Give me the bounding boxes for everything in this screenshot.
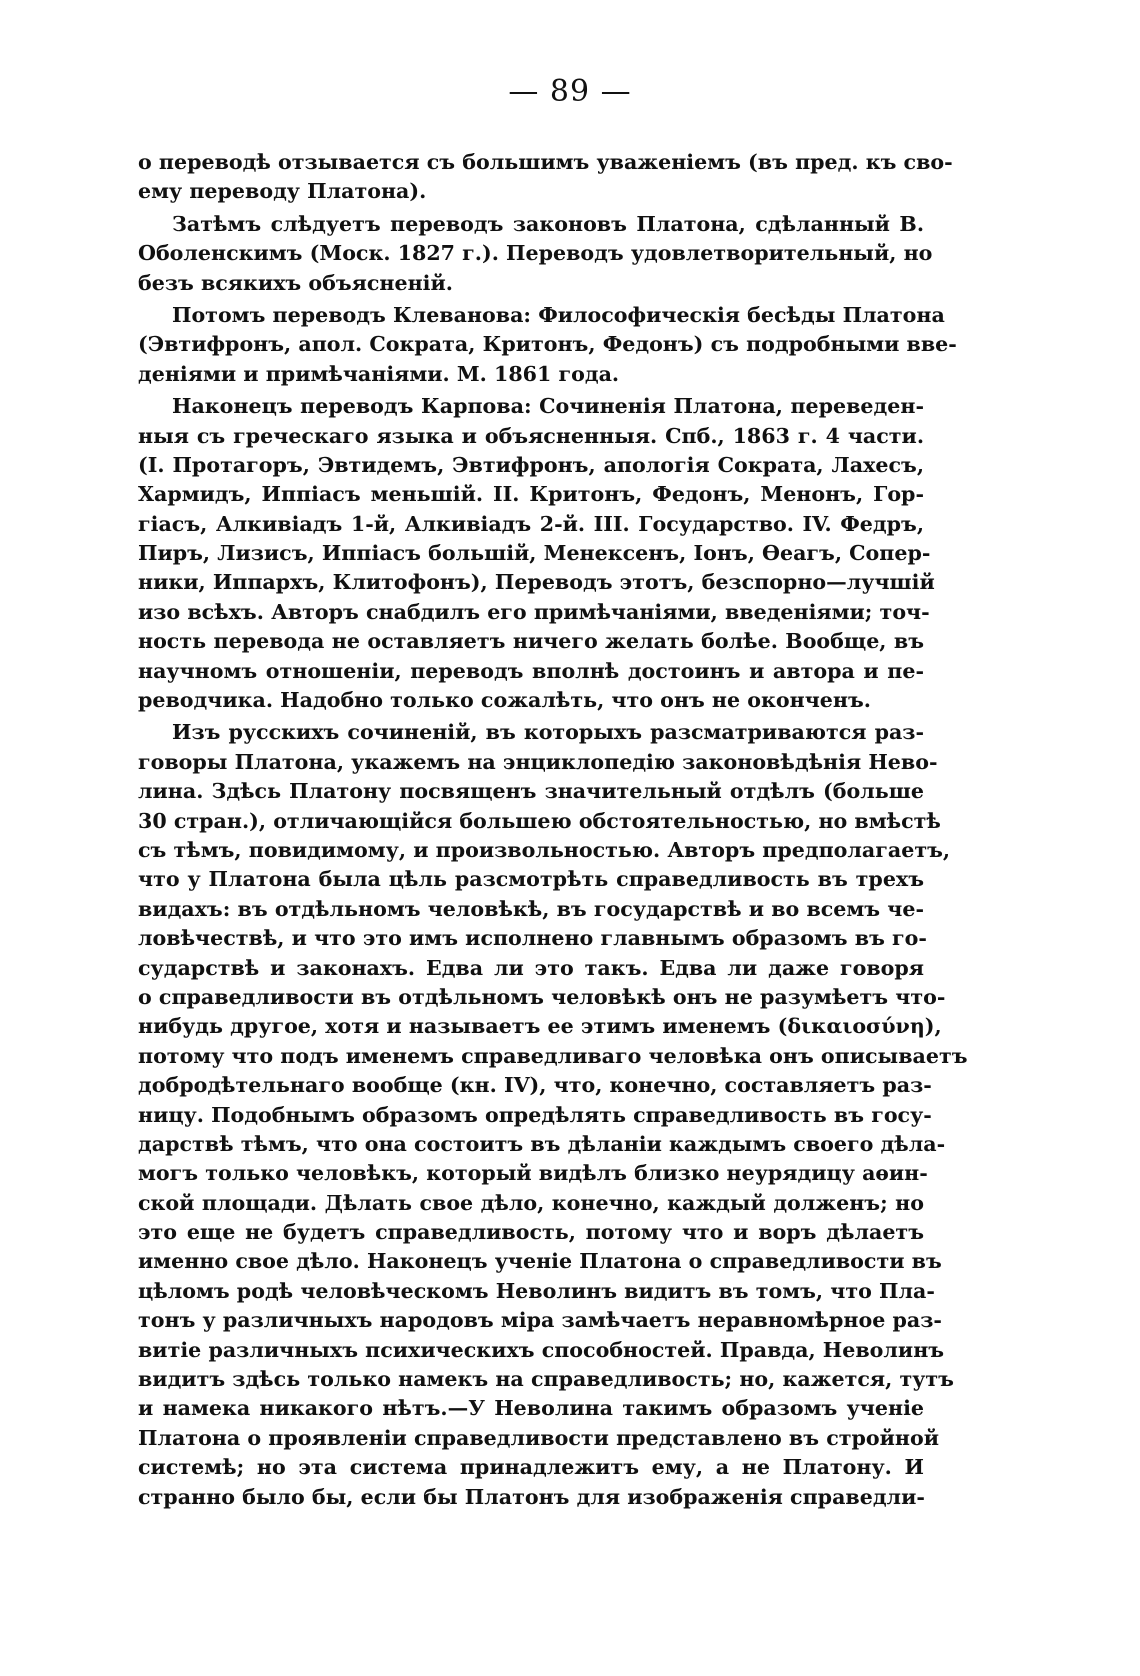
text-line: Оболенскимъ (Моск. 1827 г.). Переводъ удовлетворительный, но bbox=[138, 241, 933, 266]
text-line: Потомъ переводъ Клеванова: Философическія бесѣды Платона bbox=[172, 302, 945, 327]
text-line: добродѣтельнаго вообще (кн. IV), что, конечно, составляетъ раз- bbox=[138, 1073, 932, 1098]
text-line: лина. Здѣсь Платону посвященъ значительный отдѣлъ (больше bbox=[138, 779, 924, 804]
text-line: 30 стран.), отличающійся большею обстоятельностью, но вмѣстѣ bbox=[138, 808, 941, 833]
text-line: цѣломъ родѣ человѣческомъ Неволинъ видитъ въ томъ, что Пла- bbox=[138, 1278, 935, 1303]
text-line: видахъ: въ отдѣльномъ человѣкѣ, въ государствѣ и во всемъ че- bbox=[138, 896, 924, 921]
text-line: это еще не будетъ справедливость, потому что и воръ дѣлаетъ bbox=[138, 1220, 924, 1245]
text-line: изо всѣхъ. Авторъ снабдилъ его примѣчаніями, введеніями; точ- bbox=[138, 599, 930, 624]
text-line: системѣ; но эта система принадлежитъ ему, а не Платону. И bbox=[138, 1455, 924, 1480]
paragraph bbox=[138, 210, 933, 298]
text-line: нибудь другое, хотя и называетъ ее этимъ именемъ (δικαιοσύνη), bbox=[138, 1014, 942, 1039]
text-line: и намека никакого нѣтъ.—У Неволина такимъ образомъ ученіе bbox=[138, 1396, 924, 1421]
text-line: съ тѣмъ, повидимому, и произвольностью. Авторъ предполагаетъ, bbox=[138, 837, 951, 862]
text-line: безъ всякихъ объясненій. bbox=[138, 270, 453, 295]
text-line: ему переводу Платона). bbox=[138, 179, 427, 204]
text-line: Затѣмъ слѣдуетъ переводъ законовъ Платона, сдѣланный В. bbox=[172, 211, 924, 236]
text-line: деніями и примѣчаніями. М. 1861 года. bbox=[138, 361, 620, 386]
text-line: о справедливости въ отдѣльномъ человѣкѣ онъ не разумѣетъ что- bbox=[138, 984, 946, 1009]
text-line: видитъ здѣсь только намекъ на справедливость; но, кажется, тутъ bbox=[138, 1367, 954, 1392]
paragraph bbox=[138, 718, 968, 1512]
text-line: реводчика. Надобно только сожалѣть, что онъ не оконченъ. bbox=[138, 688, 871, 713]
text-line: ницу. Подобнымъ образомъ опредѣлять справедливость въ госу- bbox=[138, 1102, 932, 1127]
text-line: странно было бы, если бы Платонъ для изображенія справедли- bbox=[138, 1484, 925, 1509]
text-line: ловѣчествѣ, и что это имъ исполнено главнымъ образомъ въ го- bbox=[138, 926, 927, 951]
text-line: гіасъ, Алкивіадъ 1-й, Алкивіадъ 2-й. III. Государство. IV. Федръ, bbox=[138, 511, 924, 536]
text-line: Пиръ, Лизисъ, Иппіасъ большій, Менексенъ, Іонъ, Өеагъ, Сопер- bbox=[138, 541, 931, 566]
text-line: что у Платона была цѣль разсмотрѣть справедливость въ трехъ bbox=[138, 867, 924, 892]
text-line: говоры Платона, укажемъ на энциклопедію законовѣдѣнія Нево- bbox=[138, 749, 938, 774]
text-line: о переводѣ отзывается съ большимъ уваженіемъ (въ пред. къ сво- bbox=[138, 150, 953, 174]
text-line: сударствѣ и законахъ. Едва ли это такъ. Едва ли даже говоря bbox=[138, 955, 924, 980]
text-line: могъ только человѣкъ, который видѣлъ близко неурядицу аѳин- bbox=[138, 1161, 928, 1186]
text-line: Платона о проявленіи справедливости представлено въ стройной bbox=[138, 1425, 939, 1450]
text-line: (Эвтифронъ, апол. Сократа, Критонъ, Федонъ) съ подробными вве- bbox=[138, 332, 957, 357]
text-line: потому что подъ именемъ справедливаго человѣка онъ описываетъ bbox=[138, 1043, 968, 1068]
text-line: витіе различныхъ психическихъ способностей. Правда, Неволинъ bbox=[138, 1337, 945, 1362]
text-line: именно свое дѣло. Наконецъ ученіе Платона о справедливости въ bbox=[138, 1249, 942, 1274]
text-line: (I. Протагоръ, Эвтидемъ, Эвтифронъ, апологія Сократа, Лахесъ, bbox=[138, 452, 924, 477]
page-number: — 89 — bbox=[508, 74, 632, 109]
text-line: ники, Иппархъ, Клитофонъ), Переводъ этотъ, безспорно—лучшій bbox=[138, 570, 935, 595]
text-line: ныя съ греческаго языка и объясненныя. Спб., 1863 г. 4 части. bbox=[138, 423, 924, 448]
text-line: дарствѣ тѣмъ, что она состоитъ въ дѣланіи каждымъ своего дѣла- bbox=[138, 1131, 946, 1156]
text-line: научномъ отношеніи, переводъ вполнѣ достоинъ и автора и пе- bbox=[138, 658, 924, 683]
body-text bbox=[138, 148, 968, 1512]
text-line: ность перевода не оставляетъ ничего желать болѣе. Вообще, въ bbox=[138, 629, 924, 654]
text-line: ской площади. Дѣлать свое дѣло, конечно, каждый долженъ; но bbox=[138, 1190, 924, 1215]
text-line: Наконецъ переводъ Карпова: Сочиненія Платона, переведен- bbox=[172, 394, 924, 419]
text-line: Хармидъ, Иппіасъ меньшій. II. Критонъ, Федонъ, Менонъ, Гор- bbox=[138, 482, 924, 507]
paragraph bbox=[138, 301, 957, 389]
text-line: Изъ русскихъ сочиненій, въ которыхъ разсматриваются раз- bbox=[172, 720, 924, 745]
paragraph bbox=[138, 148, 953, 207]
paragraph bbox=[138, 392, 935, 715]
text-line: тонъ у различныхъ народовъ міра замѣчаетъ неравномѣрное раз- bbox=[138, 1308, 942, 1333]
